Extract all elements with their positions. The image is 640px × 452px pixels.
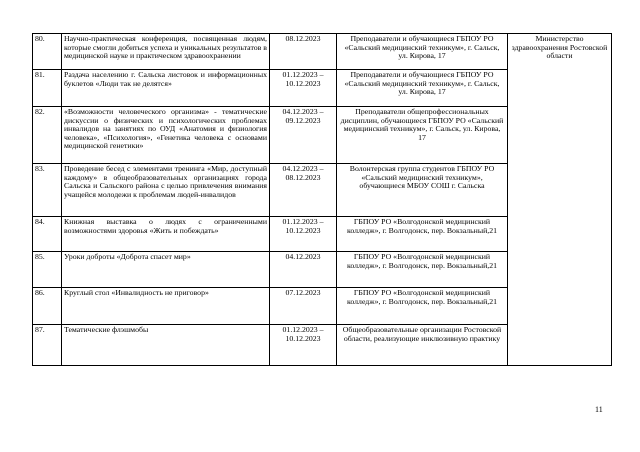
event-date: 01.12.2023 – 10.12.2023 — [270, 217, 337, 252]
event-organizer: Преподаватели и обучающиеся ГБПОУ РО «Сальский медицинский техникум», г. Сальск, ул. Кирова, 17 — [337, 70, 508, 107]
row-number: 82. — [33, 107, 62, 164]
event-description: «Возможности человеческого организма» - тематические дискуссии о физических и психологических проблемах инвалидов на занятиях по ОУД «Анатомия и физиология человека», «Психология», «Генетика человека с основами медицинской генетики» — [62, 107, 270, 164]
row-number: 80. — [33, 34, 62, 70]
event-organizer: Волонтерская группа студентов ГБПОУ РО «Сальский медицинский техникум», обучающиеся МБОУ СОШ г. Сальска — [337, 164, 508, 217]
row-number: 84. — [33, 217, 62, 252]
event-description: Книжная выставка о людях с ограниченными возможностями здоровья «Жить и побеждать» — [62, 217, 270, 252]
event-date: 08.12.2023 — [270, 34, 337, 70]
row-number: 81. — [33, 70, 62, 107]
event-description: Проведение бесед с элементами тренинга «Мир, доступный каждому» в общеобразовательных организациях города Сальска и Сальского района с целью привлечения внимания учащейся молодежи к проблемам людей-инвалидов — [62, 164, 270, 217]
event-date: 04.12.2023 – 09.12.2023 — [270, 107, 337, 164]
row-number: 83. — [33, 164, 62, 217]
event-organizer: ГБПОУ РО «Волгодонской медицинский колледж», г. Волгодонск, пер. Вокзальный,21 — [337, 288, 508, 325]
event-date: 01.12.2023 – 10.12.2023 — [270, 325, 337, 366]
table-row — [33, 34, 612, 70]
row-number: 87. — [33, 325, 62, 366]
event-organizer: ГБПОУ РО «Волгодонской медицинский колледж», г. Волгодонск, пер. Вокзальный,21 — [337, 217, 508, 252]
page-number: 11 — [595, 405, 603, 414]
event-date: 07.12.2023 — [270, 288, 337, 325]
responsible-organization: Министерство здравоохранения Ростовской области — [508, 34, 612, 366]
event-date: 04.12.2023 – 08.12.2023 — [270, 164, 337, 217]
event-date: 01.12.2023 – 10.12.2023 — [270, 70, 337, 107]
event-organizer: Общеобразовательные организации Ростовской области, реализующие инклюзивную практику — [337, 325, 508, 366]
event-description: Тематические флэшмобы — [62, 325, 270, 366]
row-number: 86. — [33, 288, 62, 325]
event-description: Научно-практическая конференция, посвященная людям, которые смогли добиться успеха и уникальных результатов в медицинской науке и практическом здравоохранении — [62, 34, 270, 70]
event-organizer: Преподаватели и обучающиеся ГБПОУ РО «Сальский медицинский техникум», г. Сальск, ул. Кирова, 17 — [337, 34, 508, 70]
event-description: Уроки доброты «Доброта спасет мир» — [62, 252, 270, 288]
row-number: 85. — [33, 252, 62, 288]
event-date: 04.12.2023 — [270, 252, 337, 288]
event-organizer: Преподаватели общепрофессиональных дисциплин, обучающиеся ГБПОУ РО «Сальский медицинский техникум», г. Сальск, ул. Кирова, 17 — [337, 107, 508, 164]
event-description: Круглый стол «Инвалидность не приговор» — [62, 288, 270, 325]
events-table — [32, 33, 612, 366]
event-description: Раздача населению г. Сальска листовок и информационных буклетов «Люди так не делятся» — [62, 70, 270, 107]
event-organizer: ГБПОУ РО «Волгодонской медицинский колледж», г. Волгодонск, пер. Вокзальный,21 — [337, 252, 508, 288]
